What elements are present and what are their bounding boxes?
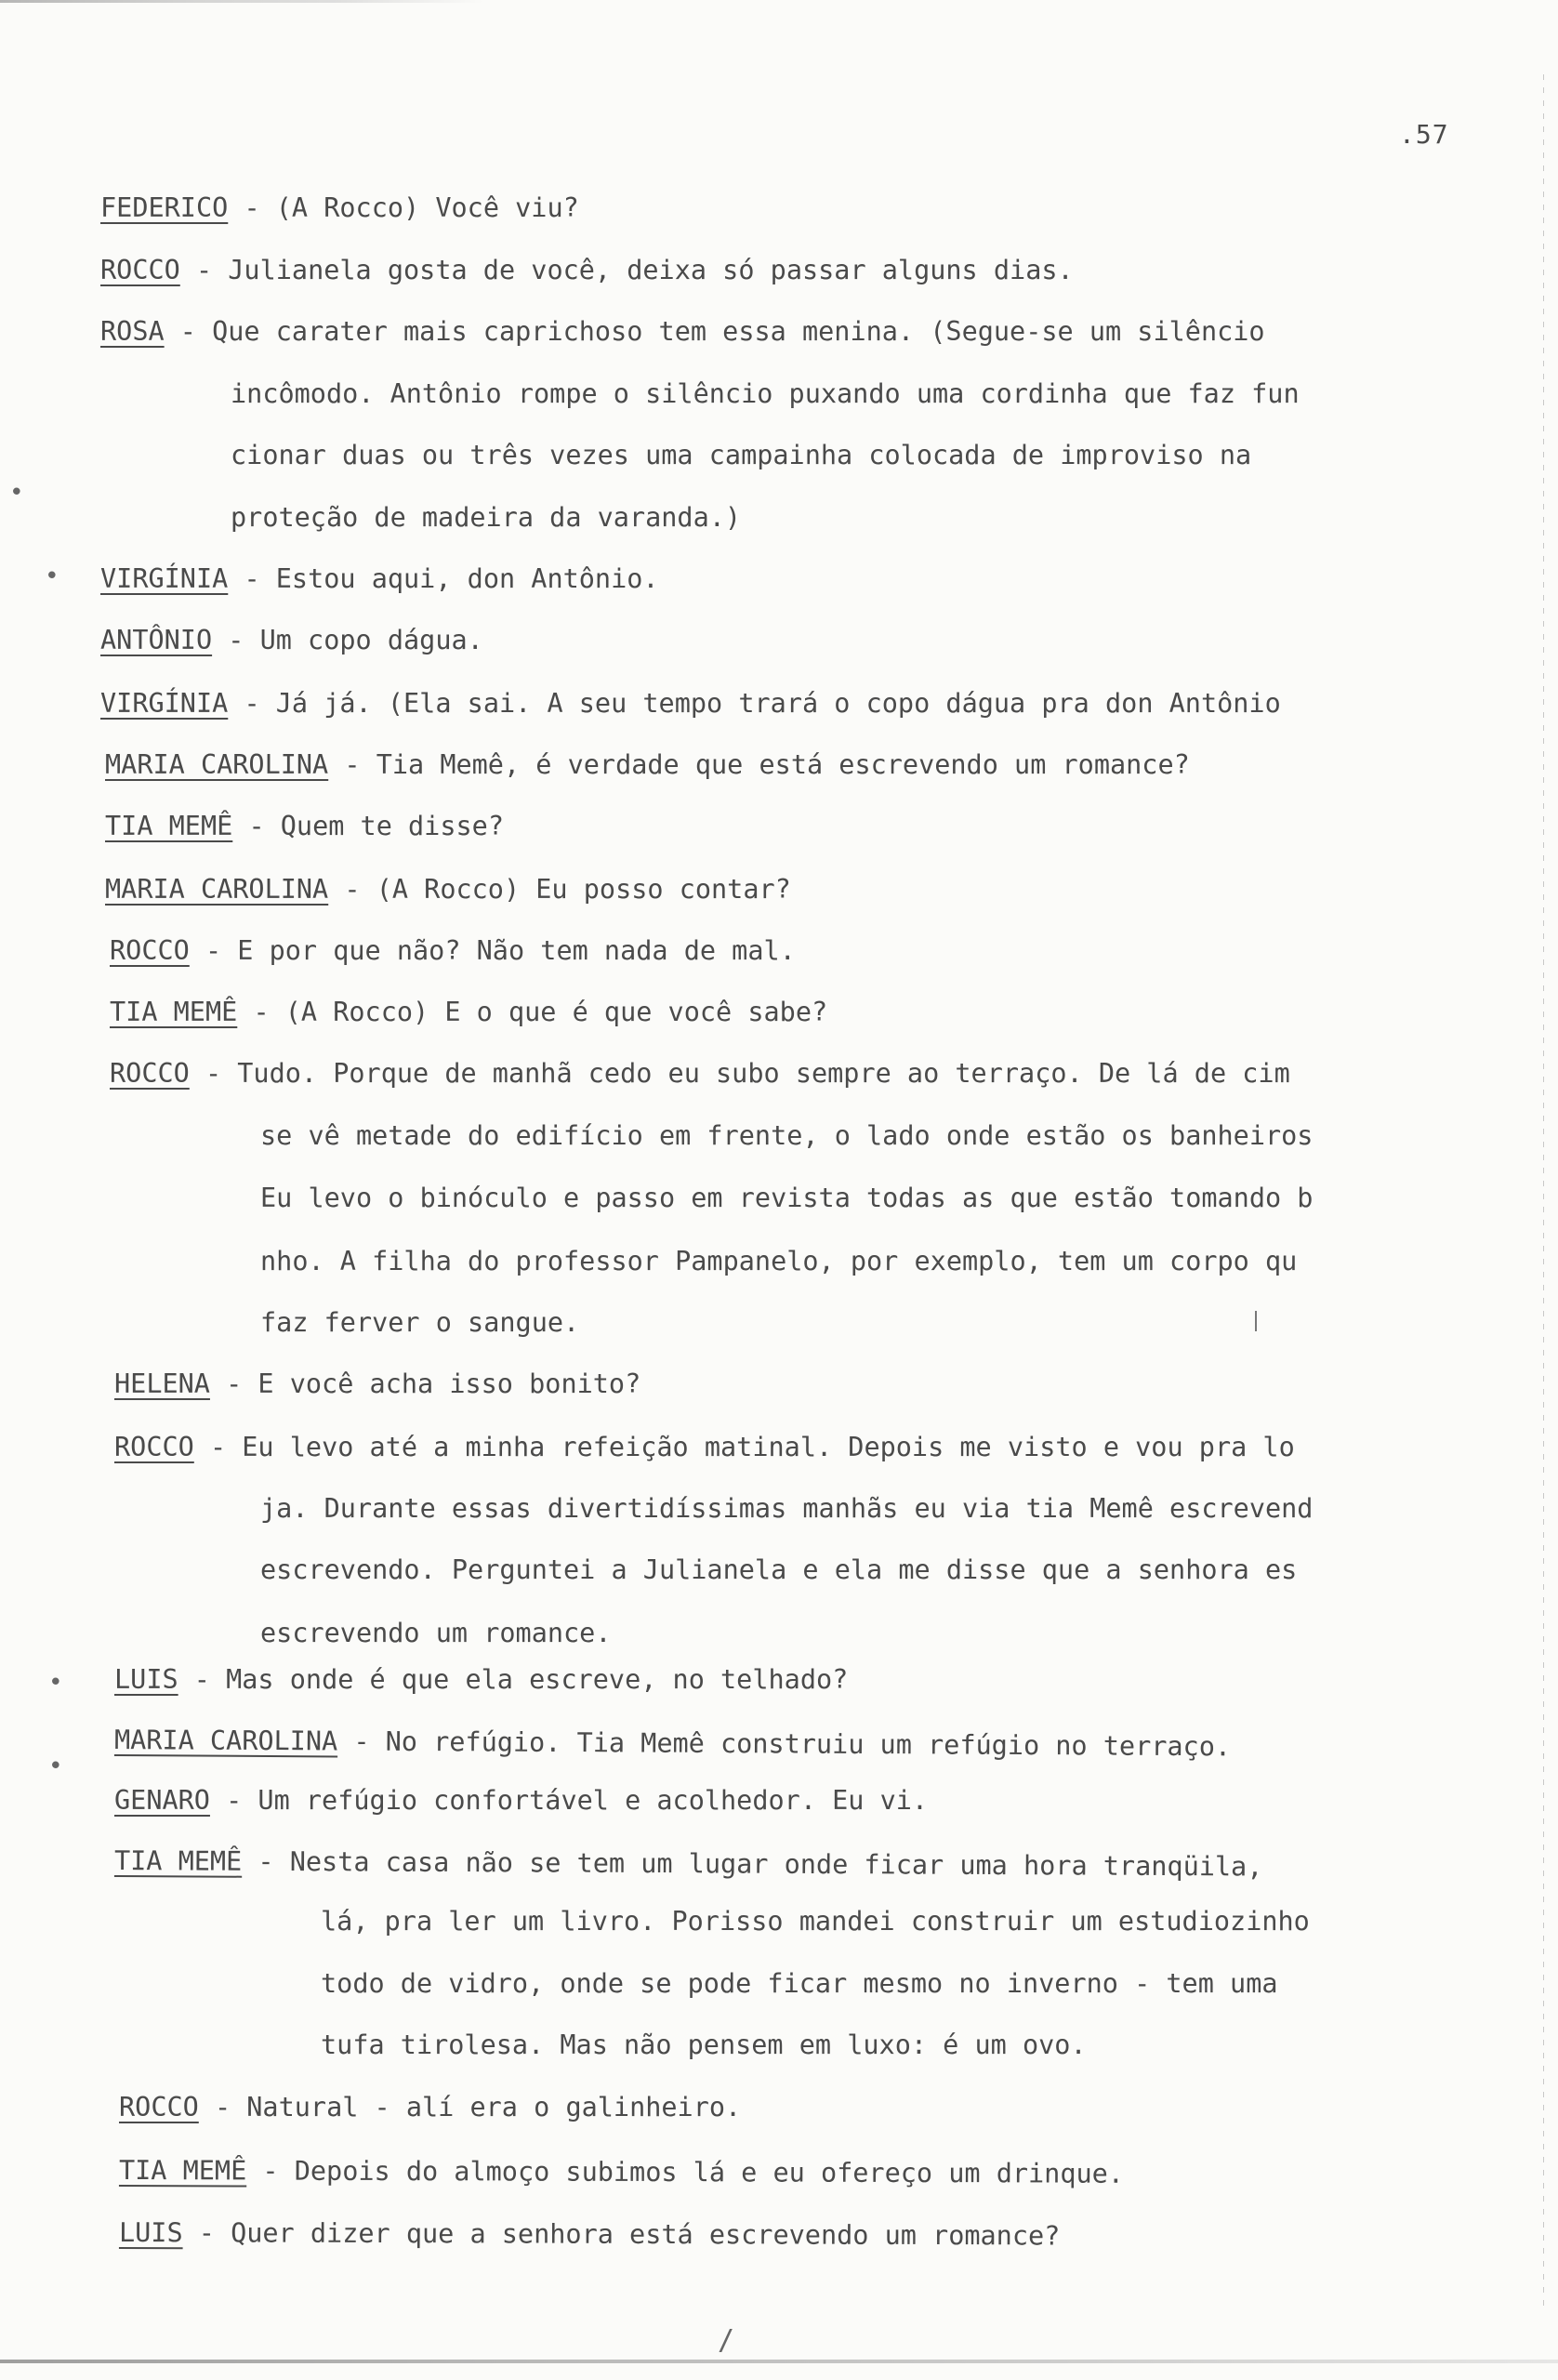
dialogue-continuation xyxy=(260,1307,579,1339)
speaker-name: ROCCO xyxy=(110,935,190,966)
dialogue-line xyxy=(100,625,483,656)
dialogue-line xyxy=(114,1725,1231,1763)
scan-edge-top xyxy=(0,0,483,3)
speaker-name: VIRGÍNIA xyxy=(100,688,229,719)
dialogue-text: - Tudo. Porque de manhã cedo eu subo sempre ao terraço. De lá de cim xyxy=(189,1058,1290,1089)
dialogue-line xyxy=(100,563,659,595)
dialogue-text: - Quer dizer que a senhora está escrevendo um romance? xyxy=(182,2217,1061,2252)
dialogue-text: faz ferver o sangue. xyxy=(260,1307,580,1338)
speaker-name: GENARO xyxy=(114,1785,210,1816)
dialogue-text: Eu levo o binóculo e passo em revista todas as que estão tomando b xyxy=(260,1183,1314,1213)
margin-mark xyxy=(1255,1311,1257,1331)
dialogue-continuation xyxy=(260,1618,612,1649)
dialogue-text: se vê metade do edifício em frente, o lado onde estão os banheiros xyxy=(260,1120,1314,1151)
dialogue-text: - (A Rocco) E o que é que você sabe? xyxy=(237,997,828,1027)
scan-edge-bottom xyxy=(0,2360,1558,2363)
dialogue-continuation xyxy=(231,378,1300,410)
dialogue-text: - Estou aqui, don Antônio. xyxy=(228,563,659,594)
dialogue-text: cionar duas ou três vezes uma campainha colocada de improviso na xyxy=(231,440,1252,470)
dialogue-line xyxy=(105,749,1190,781)
dialogue-continuation xyxy=(321,1906,1310,1937)
speaker-name: ROCCO xyxy=(100,255,180,285)
page-mark: / xyxy=(718,2324,735,2357)
scan-edge-right xyxy=(1543,74,1544,2306)
dialogue-continuation xyxy=(321,1968,1278,2000)
dialogue-line xyxy=(105,811,504,842)
speaker-name: ROCCO xyxy=(114,1432,194,1462)
dialogue-text: - Quem te disse? xyxy=(232,811,504,841)
dialogue-line xyxy=(114,1368,640,1400)
dialogue-text: - Um refúgio confortável e acolhedor. Eu vi. xyxy=(209,1785,929,1816)
dialogue-text: incômodo. Antônio rompe o silêncio puxando uma cordinha que faz fun xyxy=(231,378,1300,409)
dialogue-text: - E por que não? Não tem nada de mal. xyxy=(189,935,796,966)
speaker-name: MARIA CAROLINA xyxy=(113,1725,338,1757)
dialogue-text: - Natural - alí era o galinheiro. xyxy=(198,2092,742,2122)
dialogue-text: - Tia Memê, é verdade que está escrevendo um romance? xyxy=(328,749,1190,780)
speaker-name: HELENA xyxy=(114,1368,210,1399)
dialogue-text: - Já já. (Ela sai. A seu tempo trará o copo dágua pra don Antônio xyxy=(228,688,1281,719)
speaker-name: FEDERICO xyxy=(100,192,229,223)
speaker-name: LUIS xyxy=(114,1664,178,1695)
dialogue-text: - Depois do almoço subimos lá e eu ofereço um drinque. xyxy=(246,2155,1125,2189)
dialogue-text: escrevendo um romance. xyxy=(260,1618,612,1648)
dialogue-text: - Um copo dágua. xyxy=(212,625,483,655)
dialogue-continuation xyxy=(260,1246,1297,1277)
dialogue-line xyxy=(114,1432,1295,1463)
margin-mark: • xyxy=(48,1669,63,1697)
dialogue-line xyxy=(100,316,1265,348)
margin-mark: • xyxy=(9,479,24,507)
speaker-name: VIRGÍNIA xyxy=(100,563,229,594)
speaker-name: TIA MEMÊ xyxy=(118,2155,247,2187)
dialogue-continuation xyxy=(321,2030,1087,2061)
dialogue-line xyxy=(119,2155,1124,2190)
dialogue-text: tufa tirolesa. Mas não pensem em luxo: é um ovo. xyxy=(321,2030,1087,2060)
dialogue-text: - Que carater mais caprichoso tem essa menina. (Segue-se um silêncio xyxy=(164,316,1265,347)
dialogue-text: - E você acha isso bonito? xyxy=(209,1368,641,1399)
margin-mark: • xyxy=(45,562,59,590)
dialogue-continuation xyxy=(231,502,741,534)
dialogue-line xyxy=(110,935,796,967)
dialogue-line xyxy=(114,1664,848,1696)
dialogue-text: - Julianela gosta de você, deixa só passar alguns dias. xyxy=(179,255,1074,285)
dialogue-text: - Eu levo até a minha refeição matinal. Depois me visto e vou pra lo xyxy=(193,1432,1295,1462)
dialogue-line xyxy=(110,1058,1290,1090)
dialogue-text: lá, pra ler um livro. Porisso mandei construir um estudiozinho xyxy=(321,1906,1310,1937)
page-number: .57 xyxy=(1399,119,1449,150)
dialogue-text: ja. Durante essas divertidíssimas manhãs eu via tia Memê escrevend xyxy=(260,1493,1314,1524)
speaker-name: ROCCO xyxy=(110,1058,190,1089)
speaker-name: TIA MEMÊ xyxy=(113,1845,243,1877)
dialogue-text: - Nesta casa não se tem um lugar onde ficar uma hora tranqüila, xyxy=(242,1845,1263,1883)
speaker-name: ANTÔNIO xyxy=(100,625,213,655)
speaker-name: ROCCO xyxy=(119,2092,199,2122)
dialogue-line xyxy=(119,2217,1060,2253)
dialogue-line xyxy=(105,874,791,906)
speaker-name: MARIA CAROLINA xyxy=(105,749,329,780)
speaker-name: LUIS xyxy=(118,2217,183,2249)
dialogue-text: - Mas onde é que ela escreve, no telhado? xyxy=(178,1664,849,1695)
dialogue-continuation xyxy=(260,1120,1313,1152)
dialogue-continuation xyxy=(260,1554,1297,1586)
dialogue-line xyxy=(100,255,1074,286)
speaker-name: TIA MEMÊ xyxy=(105,811,233,841)
dialogue-text: nho. A filha do professor Pampanelo, por exemplo, tem um corpo qu xyxy=(260,1246,1298,1276)
dialogue-line xyxy=(114,1785,928,1817)
dialogue-line xyxy=(110,997,827,1028)
speaker-name: MARIA CAROLINA xyxy=(105,874,329,905)
speaker-name: ROSA xyxy=(100,316,165,347)
dialogue-text: - (A Rocco) Você viu? xyxy=(228,192,579,223)
dialogue-text: - (A Rocco) Eu posso contar? xyxy=(328,874,791,905)
dialogue-line xyxy=(114,1845,1263,1883)
dialogue-text: todo de vidro, onde se pode ficar mesmo no inverno - tem uma xyxy=(321,1968,1278,1999)
dialogue-line xyxy=(100,192,579,224)
dialogue-text: proteção de madeira da varanda.) xyxy=(231,502,742,533)
dialogue-text: - No refúgio. Tia Memê construiu um refúgio no terraço. xyxy=(337,1726,1232,1763)
dialogue-text: escrevendo. Perguntei a Julianela e ela me disse que a senhora es xyxy=(260,1554,1298,1585)
dialogue-line xyxy=(100,688,1281,720)
dialogue-continuation xyxy=(260,1493,1313,1525)
margin-mark: • xyxy=(48,1752,63,1780)
dialogue-line xyxy=(119,2092,741,2123)
speaker-name: TIA MEMÊ xyxy=(110,997,238,1027)
dialogue-continuation xyxy=(260,1183,1313,1214)
dialogue-continuation xyxy=(231,440,1251,471)
